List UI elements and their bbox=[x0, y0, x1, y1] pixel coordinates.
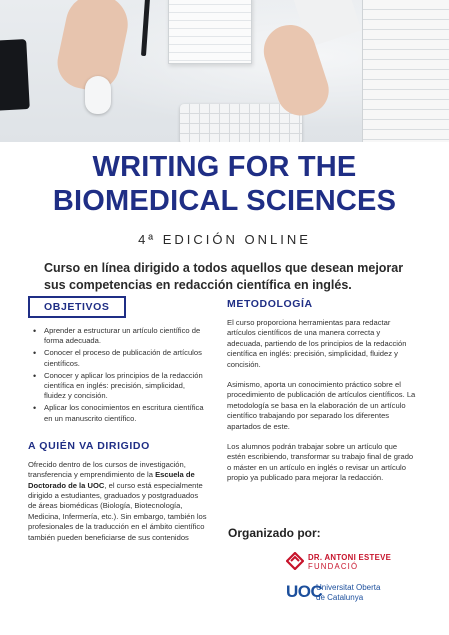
organizers-label: Organizado por: bbox=[228, 526, 321, 540]
edition-subtitle: 4ª EDICIÓN ONLINE bbox=[138, 232, 311, 247]
title-line-2: BIOMEDICAL SCIENCES bbox=[52, 185, 397, 217]
a-quien-text-part1: Ofrecido dentro de los cursos de investigación, transferencia y emprendimiento de la bbox=[28, 459, 186, 480]
uoc-name-line-1: Universitat Oberta bbox=[316, 583, 381, 592]
objetivos-list bbox=[28, 326, 208, 424]
left-column bbox=[28, 296, 208, 553]
right-column bbox=[227, 298, 417, 494]
metodologia-paragraph-1: El curso proporciona herramientas para redactar artículos científicos de una manera correcta y adecuada, partiendo de los principios de la redacción científica en inglés: precisión, simplicidad, fluidez y concisión. bbox=[227, 318, 407, 369]
esteve-logo-icon bbox=[286, 552, 304, 570]
computer-mouse bbox=[85, 76, 111, 114]
intro-text: Curso en línea dirigido a todos aquellos que desean mejorar sus competencias en redacción científica en inglés. bbox=[44, 261, 404, 292]
a-quien-text-part2: , el curso está especialmente dirigido a estudiantes, graduados y postgraduados de áreas biomédicas (Biología, Biotecnología, Medicina, Infermería, etc.). Sin embargo, también los profesionales de la traducción en el ámbito científico también pueden beneficiarse de sus contenidos bbox=[28, 480, 207, 542]
notebook bbox=[168, 0, 252, 64]
uoc-logo: UOC bbox=[286, 582, 323, 601]
list-item: • Conocer y aplicar los principios de la redacción científica en inglés: precisión, simplicidad, fluidez y concisión. bbox=[44, 371, 208, 402]
list-item: • Aplicar los conocimientos en escritura científica en un manuscrito científico. bbox=[44, 403, 208, 423]
tablet-device bbox=[0, 39, 30, 111]
a-quien-heading: A QUIÉN VA DIRIGIDO bbox=[28, 439, 150, 452]
esteve-name: DR. ANTONI ESTEVE bbox=[308, 553, 392, 562]
page-title bbox=[0, 150, 449, 218]
esteve-sub: FUNDACIÓ bbox=[308, 562, 359, 571]
list-item: • Aprender a estructurar un artículo científico de forma adecuada. bbox=[44, 326, 208, 346]
metodologia-heading: METODOLOGÍA bbox=[227, 298, 313, 310]
a-quien-text-bold: Escuela de Doctorado de la UOC bbox=[28, 470, 195, 490]
hero-photo bbox=[0, 0, 449, 142]
list-item: • Conocer el proceso de publicación de artículos científicos. bbox=[44, 348, 208, 368]
paper-sheet bbox=[362, 0, 449, 142]
uoc-name bbox=[316, 583, 380, 602]
metodologia-paragraph-3: Los alumnos podrán trabajar sobre un artículo que estén escribiendo, transformar su trabajo final de grado o máster en un artículo en inglés o revisar un artículo propio ya publicado para mejorar la redacción. bbox=[227, 442, 414, 483]
esteve-logo-text bbox=[308, 553, 398, 571]
uoc-name-line-2: de Catalunya bbox=[316, 592, 364, 602]
a-quien-text bbox=[28, 460, 208, 543]
metodologia-paragraph-2: Asimismo, aporta un conocimiento práctico sobre el procedimiento de publicación de artículos científicos. La metodología se basa en la elaboración de un artículo científico trabajando por separado los diferentes apartados de este. bbox=[227, 380, 416, 431]
keyboard bbox=[180, 104, 302, 142]
objetivos-heading: OBJETIVOS bbox=[28, 296, 126, 318]
title-line-1: WRITING FOR THE bbox=[92, 151, 357, 183]
